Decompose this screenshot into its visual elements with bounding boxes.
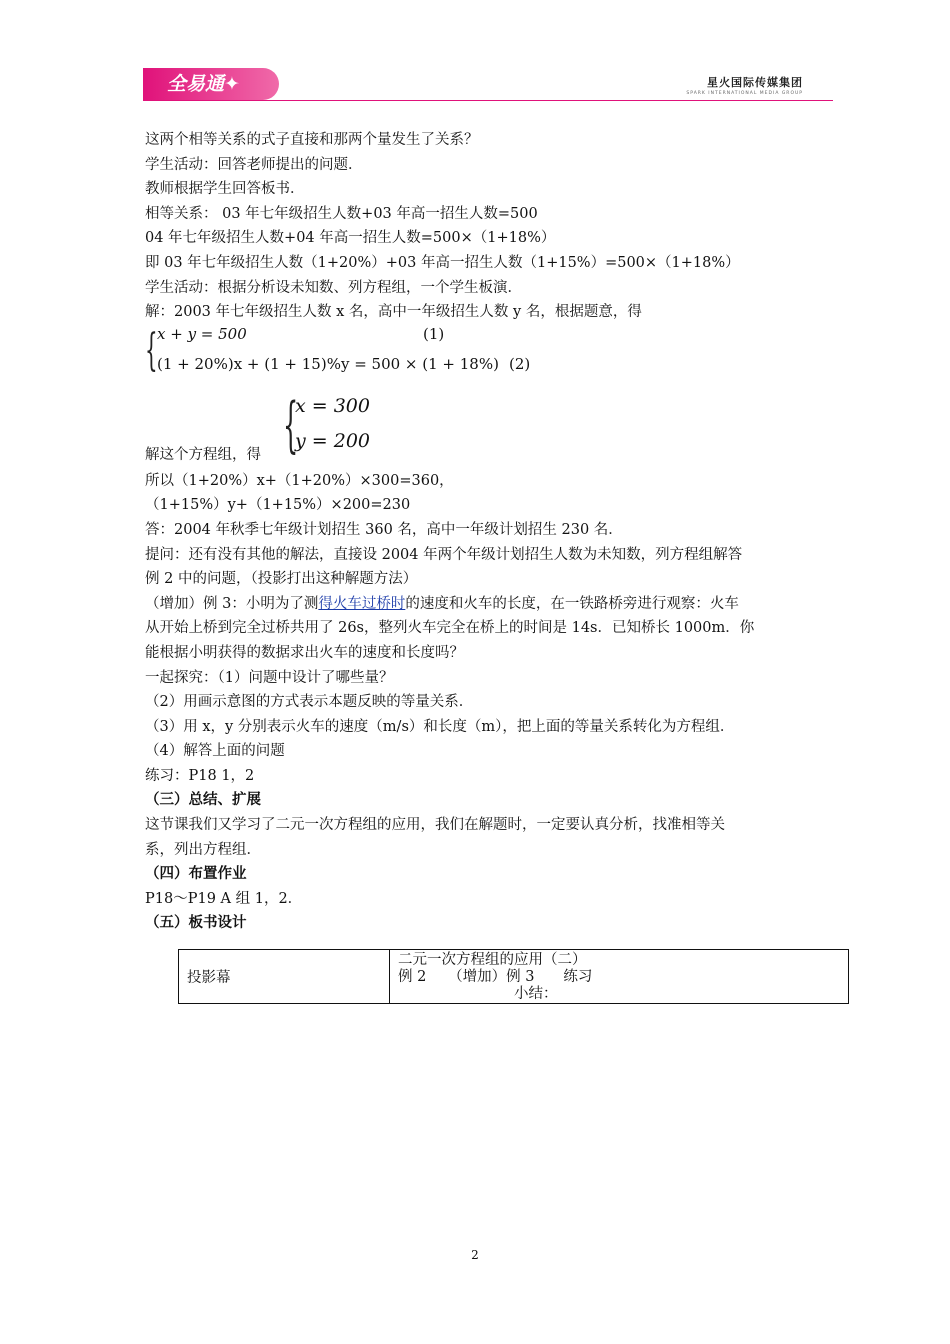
text-line: 教师根据学生回答板书．	[145, 181, 305, 198]
text-line: 所以（1+20%）x+（1+20%）×300=360，	[145, 472, 454, 489]
text-line: 练习：P18 1，2	[145, 767, 255, 784]
text-line: （3）用 x，y 分别表示火车的速度（m/s）和长度（m），把上面的等量关系转化为方程组．	[145, 718, 735, 735]
text-line: 系，列出方程组．	[145, 841, 261, 858]
logo-text: 全易通	[167, 73, 225, 95]
table-row	[179, 950, 849, 1004]
solution-y: y = 200	[295, 429, 370, 452]
equation-system	[145, 325, 815, 385]
text-line: 从开始上桥到完全过桥共用了 26s，整列火车完全在桥上的时间是 14s．已知桥长 1000m．你	[145, 620, 755, 637]
text-line: 学生活动：根据分析设未知数、列方程组，一个学生板演．	[145, 279, 522, 296]
example-3-start: （增加）例 3：小明为了测	[145, 595, 319, 612]
text-line: 能根据小明获得的数据求出火车的速度和长度吗？	[145, 644, 464, 661]
board-row: 例 2 （增加）例 3 练习	[398, 969, 593, 985]
board-title: 二元一次方程组的应用（二）	[398, 952, 587, 968]
board-design-table	[178, 949, 849, 1004]
equation-1-number: (1)	[423, 324, 445, 343]
solution-brace: {	[283, 389, 299, 460]
text-line: 例 2 中的问题，（投影打出这种解题方法）	[145, 571, 418, 588]
text-line: （2）用画示意图的方式表示本题反映的等量关系．	[145, 694, 474, 711]
brand	[686, 74, 803, 96]
solve-label: 解这个方程组，得	[145, 446, 261, 463]
equation-2: (1 + 20%)x + (1 + 15)%y = 500 × (1 + 18%)	[157, 354, 499, 373]
text-line: 这节课我们又学习了二元一次方程组的应用，我们在解题时，一定要认真分析，找准相等关	[145, 817, 725, 834]
logo: 全易通✦	[143, 68, 279, 100]
left-brace: {	[145, 324, 158, 376]
text-line: 提问：还有没有其他的解法，直接设 2004 年两个年级计划招生人数为未知数，列方程组解答	[145, 546, 743, 563]
equation-1: x + y = 500	[157, 324, 247, 343]
text-line: 学生活动：回答老师提出的问题．	[145, 156, 363, 173]
header-rule	[143, 100, 833, 101]
example-3-rest: 的速度和火车的长度，在一铁路桥旁进行观察：火车	[405, 595, 739, 612]
text-line: 相等关系： 03 年七年级招生人数+03 年高一招生人数=500	[145, 205, 538, 222]
text-line: （4）解答上面的问题	[145, 743, 285, 760]
table-cell-projection: 投影幕	[179, 950, 390, 1004]
text-line: 这两个相等关系的式子直接和那两个量发生了关系？	[145, 132, 479, 148]
brand-en: SPARK INTERNATIONAL MEDIA GROUP	[686, 91, 803, 96]
text-line: 一起探究：（1）问题中设计了哪些量？	[145, 669, 394, 686]
text-line: P18～P19 A 组 1，2．	[145, 890, 303, 907]
section-heading-board: （五）板书设计	[145, 915, 247, 932]
brand-cn: 星火国际传媒集团	[707, 76, 803, 89]
hyperlink[interactable]: 得火车过桥时	[318, 595, 406, 612]
text-line: 04 年七年级招生人数+04 年高一招生人数=500×（1+18%）	[145, 230, 556, 247]
page-number: 2	[471, 1248, 479, 1262]
board-summary: 小结：	[514, 986, 558, 1002]
section-heading-homework: （四）布置作业	[145, 866, 247, 883]
table-cell-board	[390, 950, 849, 1004]
solution-x: x = 300	[295, 394, 370, 417]
text-line: 答：2004 年秋季七年级计划招生 360 名，高中一年级计划招生 230 名．	[145, 521, 623, 538]
document-body	[145, 128, 815, 936]
page-header	[143, 64, 833, 102]
section-heading-summary: （三）总结、扩展	[145, 792, 261, 809]
text-line: （1+15%）y+（1+15%）×200=230	[145, 497, 411, 514]
text-line: 即 03 年七年级招生人数（1+20%）+03 年高一招生人数（1+15%）=500×（1+18%）	[145, 254, 740, 271]
solution-system	[145, 389, 815, 469]
text-line-example-3	[145, 592, 815, 617]
text-line: 解：2003 年七年级招生人数 x 名，高中一年级招生人数 y 名，根据题意，得	[145, 304, 642, 321]
equation-2-number: (2)	[509, 354, 531, 373]
